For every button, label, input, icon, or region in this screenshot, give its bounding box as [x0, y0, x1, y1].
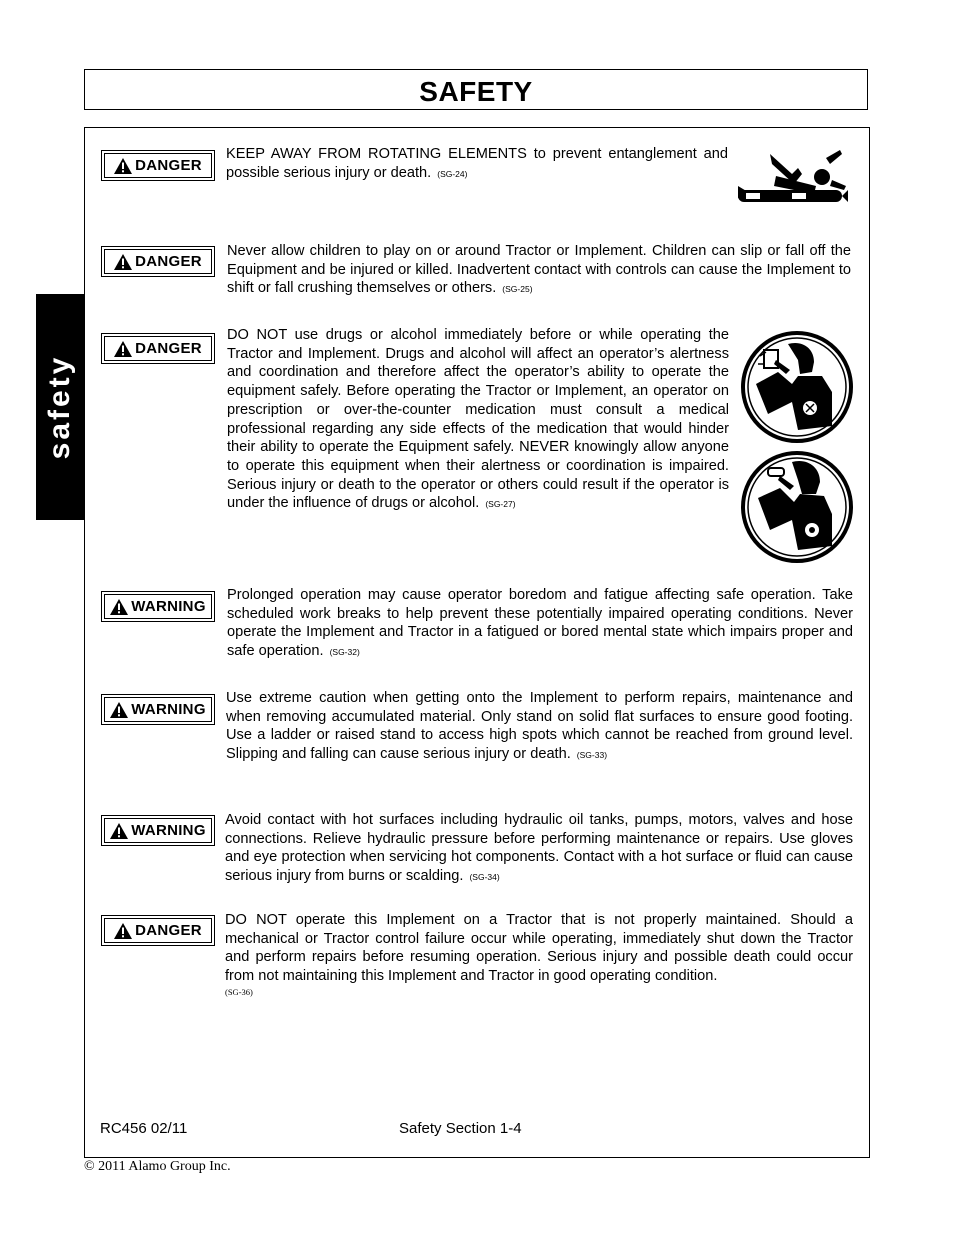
message-text: KEEP AWAY FROM ROTATING ELEMENTS to prevent entanglement and possible serious injury or death. [226, 146, 728, 181]
message-text: Use extreme caution when getting onto the Implement to perform repairs, maintenance and when removing accumulated material. Only stand on solid flat surfaces to ensure good footing. Use a ladder or raised stand to access high spots which cannot be reached from ground level. Slipping and falling can cause serious injury or death. [226, 690, 853, 763]
message-code: (SG-27) [485, 499, 516, 510]
no-drugs-icon [740, 450, 854, 564]
message-code: (SG-36) [225, 986, 253, 997]
alert-triangle-icon [114, 923, 132, 939]
message-code: (SG-33) [576, 750, 608, 761]
alert-triangle-icon [114, 158, 132, 174]
alert-triangle-icon [110, 599, 128, 615]
message-code: (SG-25) [502, 284, 533, 295]
message-text: DO NOT use drugs or alcohol immediately before or while operating the Tractor and Implement. Drugs and alcohol will affect an operator’s alertness and coordination and therefore affect the operator’s ability to operate the equipment safely. Before operating the Tractor or Implement, an operator on prescription or over-the-counter medication must consult a medical professional regarding any side effects of the medication that would hinder their ability to operate the Equipment safely. NEVER knowingly allow anyone to operate this equipment when their alertness or coordination is impaired. Serious injury or death to the operator or others could result if the operator is under the influence of drugs or alcohol. [227, 327, 729, 512]
danger-badge [101, 333, 215, 364]
warning-badge [101, 591, 215, 622]
message-code: (SG-34) [469, 872, 500, 883]
badge-label: DANGER [135, 340, 202, 357]
badge-label: DANGER [135, 157, 202, 174]
side-tab-label: safety [43, 354, 76, 460]
no-alcohol-icon [740, 330, 854, 444]
safety-message [227, 586, 853, 662]
message-text: Never allow children to play on or around Tractor or Implement. Children can slip or fall off the Equipment and be injured or killed. Inadvertent contact with controls can cause the Implement to shift or fall crushing themselves or others. [227, 243, 851, 297]
badge-label: DANGER [135, 922, 202, 939]
safety-message [225, 911, 853, 998]
badge-label: WARNING [131, 822, 206, 839]
safety-message [226, 689, 853, 765]
message-text: Avoid contact with hot surfaces including hydraulic oil tanks, pumps, motors, valves and hose connections. Relieve hydraulic pressure before performing maintenance or repairs. Use gloves and eye protection when servicing hot components. Contact with a hot surface or fluid can cause serious injury from burns or scalding. [225, 812, 853, 885]
alert-triangle-icon [110, 823, 128, 839]
side-tab [36, 294, 84, 520]
safety-message [227, 242, 851, 299]
safety-message [226, 145, 728, 183]
entanglement-hazard-icon [736, 150, 848, 210]
safety-message [225, 811, 853, 887]
page-number: Safety Section 1-4 [399, 1120, 522, 1137]
page-header-box [84, 69, 868, 110]
copyright-notice: © 2011 Alamo Group Inc. [84, 1159, 231, 1174]
badge-label: DANGER [135, 253, 202, 270]
message-code: (SG-24) [437, 168, 468, 179]
alert-triangle-icon [114, 254, 132, 270]
alert-triangle-icon [110, 702, 128, 718]
safety-message [227, 326, 729, 514]
badge-label: WARNING [131, 598, 206, 615]
badge-label: WARNING [131, 701, 206, 718]
warning-badge [101, 694, 215, 725]
document-id: RC456 02/11 [100, 1120, 188, 1137]
danger-badge [101, 915, 215, 946]
danger-badge [101, 150, 215, 181]
danger-badge [101, 246, 215, 277]
message-text: Prolonged operation may cause operator boredom and fatigue affecting safe operation. Take scheduled work breaks to help prevent these potentially impaired operating conditions. Never operate the Implement and Tractor in a fatigued or bored mental state which impairs proper and safe operation. [227, 587, 853, 660]
page-title: SAFETY [419, 76, 533, 107]
alert-triangle-icon [114, 341, 132, 357]
message-text: DO NOT operate this Implement on a Tractor that is not properly maintained. Should a mechanical or Tractor control failure occur while operating, immediately shut down the Tractor and perform repairs before resuming operation. Serious injury and possible death could occur from not maintaining this Implement and Tractor in good operating condition. [225, 912, 853, 985]
message-code: (SG-32) [329, 647, 360, 658]
warning-badge [101, 815, 215, 846]
